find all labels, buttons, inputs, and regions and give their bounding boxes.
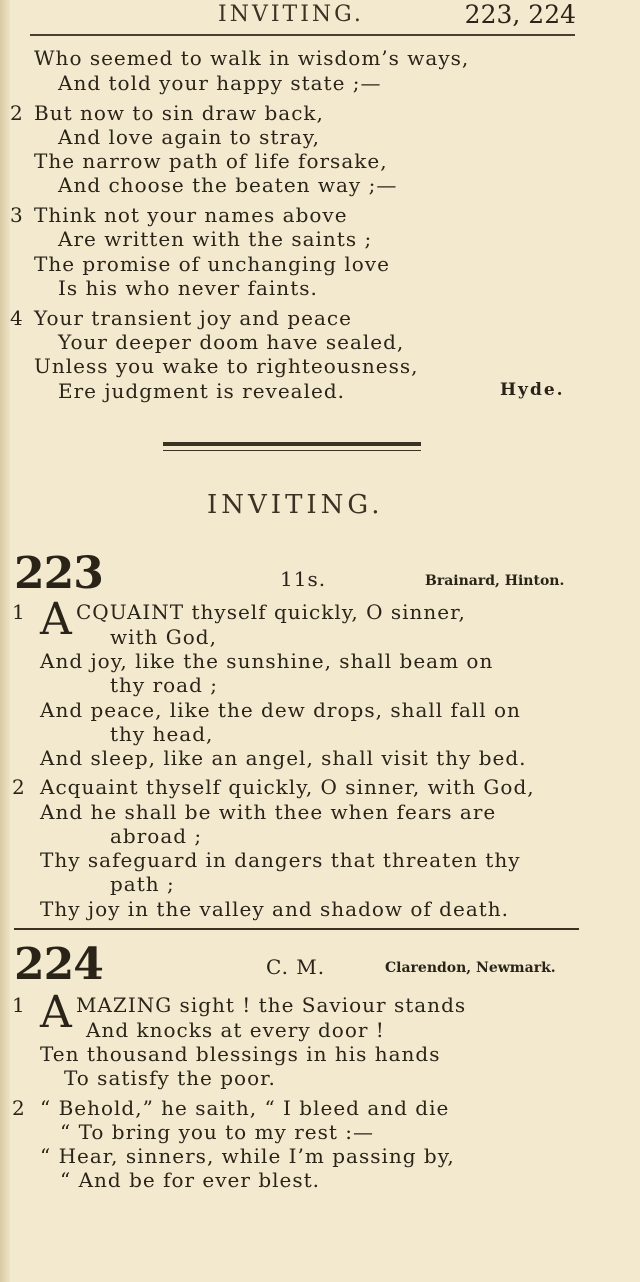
verse-line: To satisfy the poor. (64, 1066, 276, 1090)
verse-line: thy road ; (110, 673, 218, 697)
stanza-number: 2 (12, 775, 25, 799)
section-divider-thick (163, 442, 421, 446)
verse-line: “ Hear, sinners, while I’m passing by, (40, 1144, 455, 1168)
verse-line: “ And be for ever blest. (60, 1168, 321, 1192)
stanza-number: 1 (12, 600, 25, 624)
verse-line: Acquaint thyself quickly, O sinner, with God, (40, 775, 535, 799)
verse-line: path ; (110, 872, 175, 896)
hymn-number: 223 (14, 548, 103, 599)
verse-line: And told your happy state ;— (58, 71, 382, 95)
verse-line: Unless you wake to righteousness, (34, 354, 419, 378)
section-title: INVITING. (207, 490, 384, 520)
running-head-page-numbers: 223, 224 (464, 0, 576, 29)
page-binding-edge (0, 0, 10, 1282)
hymn-number: 224 (14, 939, 103, 990)
verse-line: And sleep, like an angel, shall visit thy bed. (40, 746, 527, 770)
hymn-author: Hyde. (500, 380, 565, 400)
stanza-number: 2 (10, 101, 23, 125)
verse-line: The promise of unchanging love (34, 252, 390, 276)
stanza-number: 3 (10, 203, 23, 227)
verse-line: And joy, like the sunshine, shall beam on (40, 649, 494, 673)
running-head-title: INVITING. (218, 2, 364, 27)
hymn-tunes: Clarendon, Newmark. (385, 960, 556, 976)
verse-line: And love again to stray, (58, 125, 320, 149)
stanza-number: 1 (12, 993, 25, 1017)
verse-line: “ To bring you to my rest :— (60, 1120, 374, 1144)
verse-line: And knocks at every door ! (86, 1018, 385, 1042)
verse-line: And choose the beaten way ;— (58, 173, 398, 197)
verse-line: Ere judgment is revealed. (58, 379, 345, 403)
verse-line: Is his who never faints. (58, 276, 318, 300)
section-divider-thin (163, 450, 421, 451)
verse-line: Thy joy in the valley and shadow of death. (40, 897, 510, 921)
drop-capital: A (40, 594, 72, 645)
drop-capital: A (40, 987, 72, 1038)
hymn-divider (14, 928, 579, 930)
hymn-tunes: Brainard, Hinton. (425, 573, 565, 589)
verse-line: with God, (110, 625, 217, 649)
hymn-meter: C. M. (266, 955, 326, 979)
running-head (0, 0, 640, 30)
verse-line: “ Behold,” he saith, “ I bleed and die (40, 1096, 450, 1120)
verse-line: Are written with the saints ; (58, 227, 373, 251)
verse-line: Thy safeguard in dangers that threaten thy (40, 848, 521, 872)
stanza-number: 2 (12, 1096, 25, 1120)
verse-line: Think not your names above (34, 203, 348, 227)
verse-line: CQUAINT thyself quickly, O sinner, (76, 600, 466, 624)
verse-line: And peace, like the dew drops, shall fall on (40, 698, 521, 722)
verse-line: Ten thousand blessings in his hands (40, 1042, 441, 1066)
verse-line: MAZING sight ! the Saviour stands (76, 993, 467, 1017)
verse-line: And he shall be with thee when fears are (40, 800, 497, 824)
verse-line: Who seemed to walk in wisdom’s ways, (34, 46, 470, 70)
verse-line: The narrow path of life forsake, (34, 149, 388, 173)
verse-line: abroad ; (110, 824, 203, 848)
verse-line: Your deeper doom have sealed, (58, 330, 405, 354)
stanza-number: 4 (10, 306, 23, 330)
verse-line: But now to sin draw back, (34, 101, 324, 125)
verse-line: Your transient joy and peace (34, 306, 352, 330)
verse-line: thy head, (110, 722, 214, 746)
header-rule (30, 34, 575, 36)
hymn-meter: 11s. (280, 567, 327, 591)
